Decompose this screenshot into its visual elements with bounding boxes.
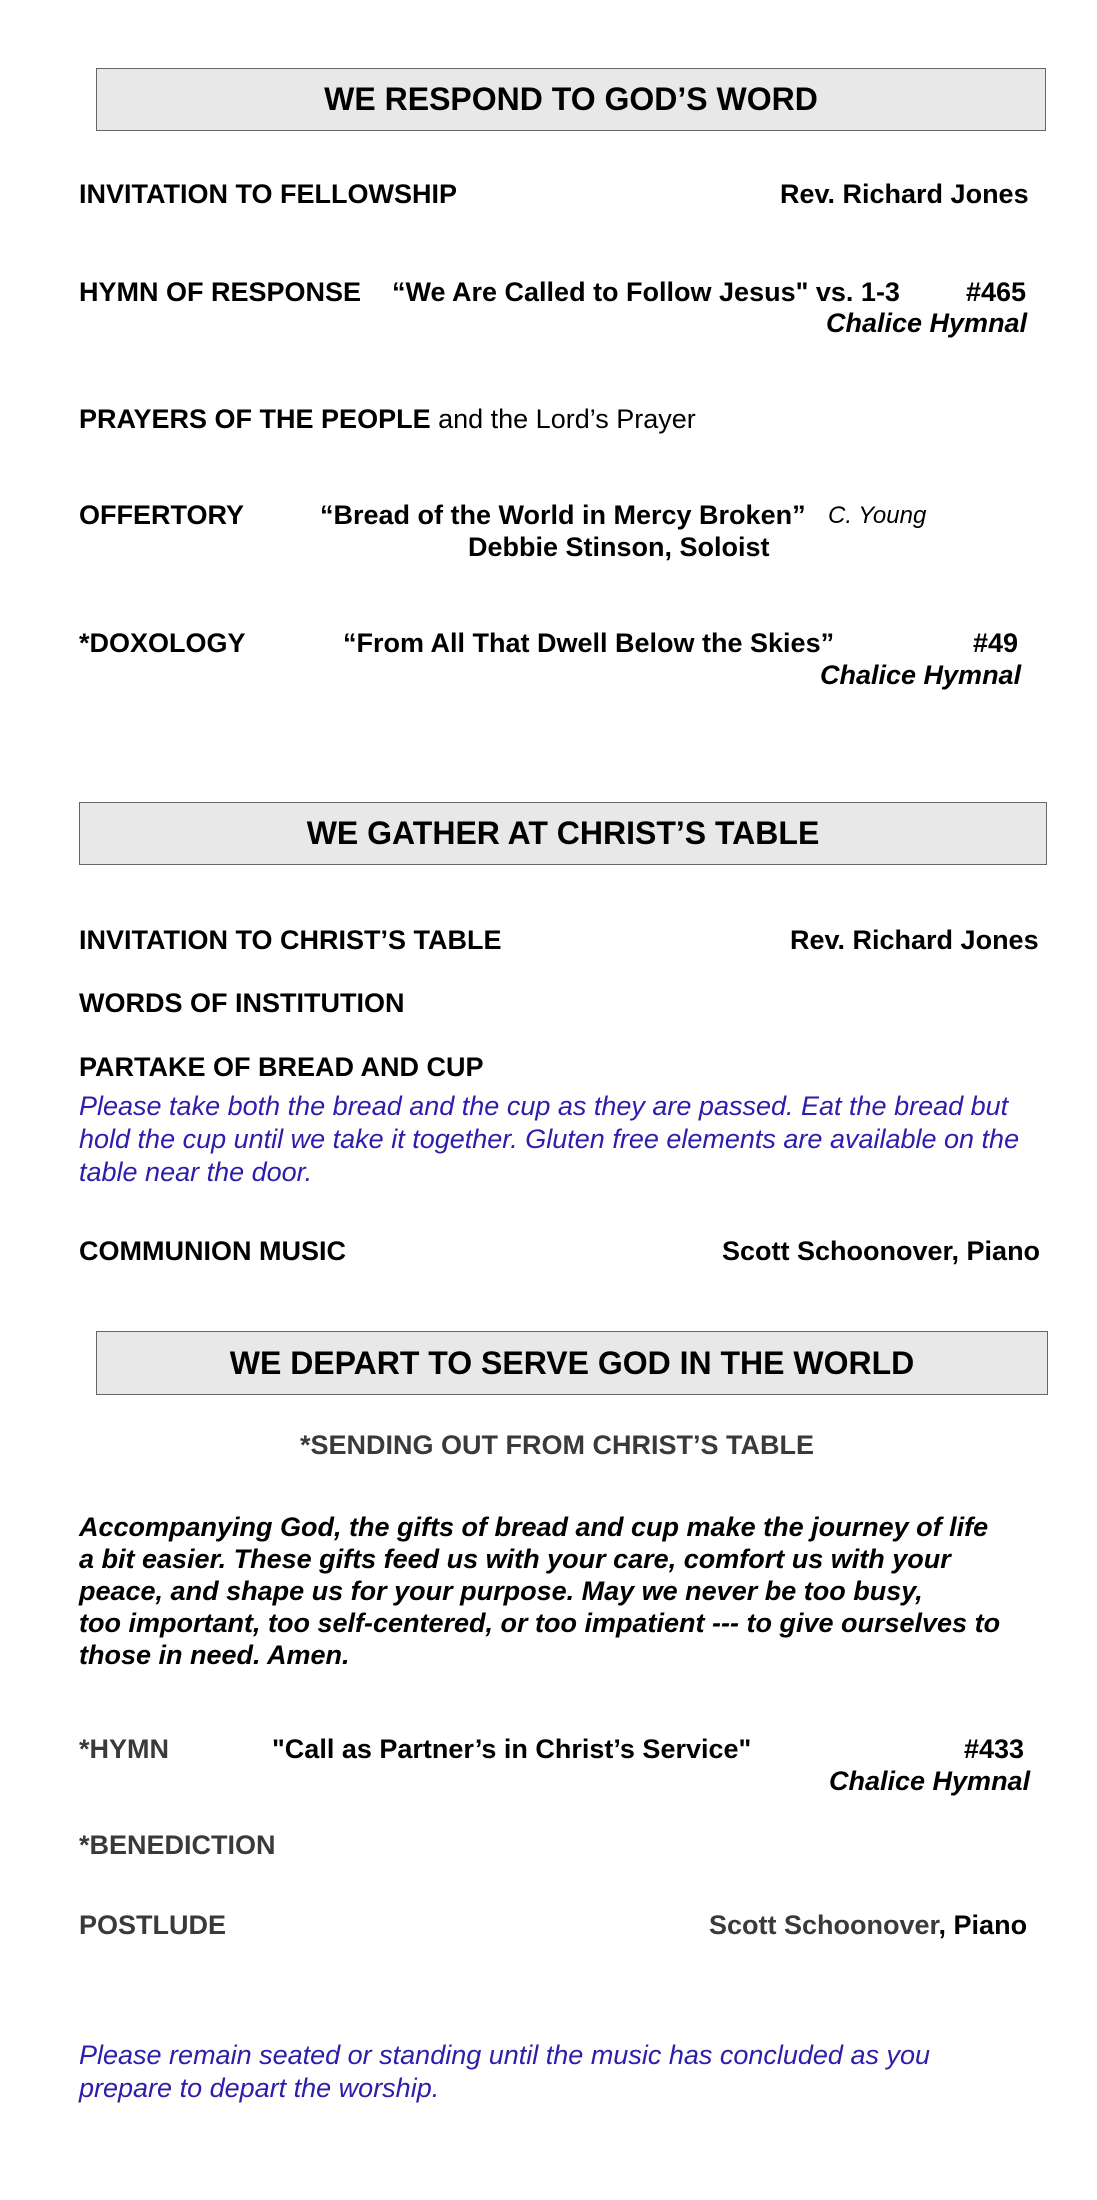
partake-note: Please take both the bread and the cup as they are passed. Eat the bread but hold the cup until we take it together. Gluten free elements are available on the table near the door.: [79, 1091, 1020, 1187]
partake-label: PARTAKE OF BREAD AND CUP: [79, 1052, 484, 1082]
closing-hymn-number: #433: [964, 1734, 1025, 1764]
prayer-line: too important, too self-centered, or too impatient --- to give ourselves to: [79, 1608, 1001, 1638]
section-heading-text: WE DEPART TO SERVE GOD IN THE WORLD: [229, 1344, 915, 1381]
closing-hymn-title: "Call as Partner’s in Christ’s Service": [272, 1734, 752, 1764]
hymn-response-label: HYMN OF RESPONSE: [79, 277, 362, 307]
section-heading-respond: [96, 68, 1046, 131]
postlude-performer-name: Scott Schoonover: [709, 1910, 939, 1940]
postlude-label: POSTLUDE: [79, 1910, 227, 1940]
section-heading-text: WE RESPOND TO GOD’S WORD: [324, 81, 818, 117]
doxology-book: Chalice Hymnal: [820, 660, 1022, 690]
doxology-label: *DOXOLOGY: [79, 628, 246, 658]
doxology-number: #49: [973, 628, 1019, 658]
words-of-institution: WORDS OF INSTITUTION: [79, 988, 405, 1018]
prayer-line: peace, and shape us for your purpose. May we never be too busy,: [79, 1576, 923, 1606]
hymn-response-number: #465: [966, 277, 1027, 307]
hymn-response-title: “We Are Called to Follow Jesus" vs. 1-3: [392, 277, 900, 307]
invitation-leader: Rev. Richard Jones: [780, 179, 1029, 209]
postlude-performer-role: , Piano: [938, 1910, 1028, 1940]
prayers-label: PRAYERS OF THE PEOPLE: [79, 404, 431, 434]
benediction: *BENEDICTION: [79, 1830, 276, 1860]
communion-music-label: COMMUNION MUSIC: [79, 1236, 346, 1266]
section-heading-text: WE GATHER AT CHRIST’S TABLE: [306, 815, 820, 851]
table-invitation-label: INVITATION TO CHRIST’S TABLE: [79, 925, 502, 955]
prayers-line: [79, 403, 696, 435]
offertory-performer: Debbie Stinson, Soloist: [468, 532, 770, 562]
closing-note: Please remain seated or standing until the music has concluded as you prepare to depart the worship.: [79, 2040, 931, 2103]
sending-title: *SENDING OUT FROM CHRIST’S TABLE: [300, 1430, 815, 1460]
table-invitation-leader: Rev. Richard Jones: [790, 925, 1039, 955]
communion-music-performer: Scott Schoonover, Piano: [722, 1236, 1041, 1266]
offertory-composer: C. Young: [828, 502, 927, 529]
offertory-label: OFFERTORY: [79, 500, 245, 530]
hymn-response-book: Chalice Hymnal: [826, 308, 1028, 338]
prayer-line: those in need. Amen.: [79, 1640, 350, 1670]
offertory-title: “Bread of the World in Mercy Broken”: [320, 500, 806, 530]
prayers-rest: and the Lord’s Prayer: [430, 404, 696, 434]
invitation-label: INVITATION TO FELLOWSHIP: [79, 179, 457, 209]
sending-prayer: [79, 1511, 1000, 1671]
postlude-performer: [709, 1909, 1027, 1941]
prayer-line: Accompanying God, the gifts of bread and cup make the journey of life: [79, 1512, 989, 1542]
closing-hymn-label: *HYMN: [79, 1734, 170, 1764]
section-heading-depart: [96, 1331, 1048, 1395]
doxology-title: “From All That Dwell Below the Skies”: [343, 628, 835, 658]
closing-hymn-book: Chalice Hymnal: [829, 1766, 1031, 1796]
section-heading-table: [79, 802, 1047, 865]
prayer-line: a bit easier. These gifts feed us with your care, comfort us with your: [79, 1544, 951, 1574]
